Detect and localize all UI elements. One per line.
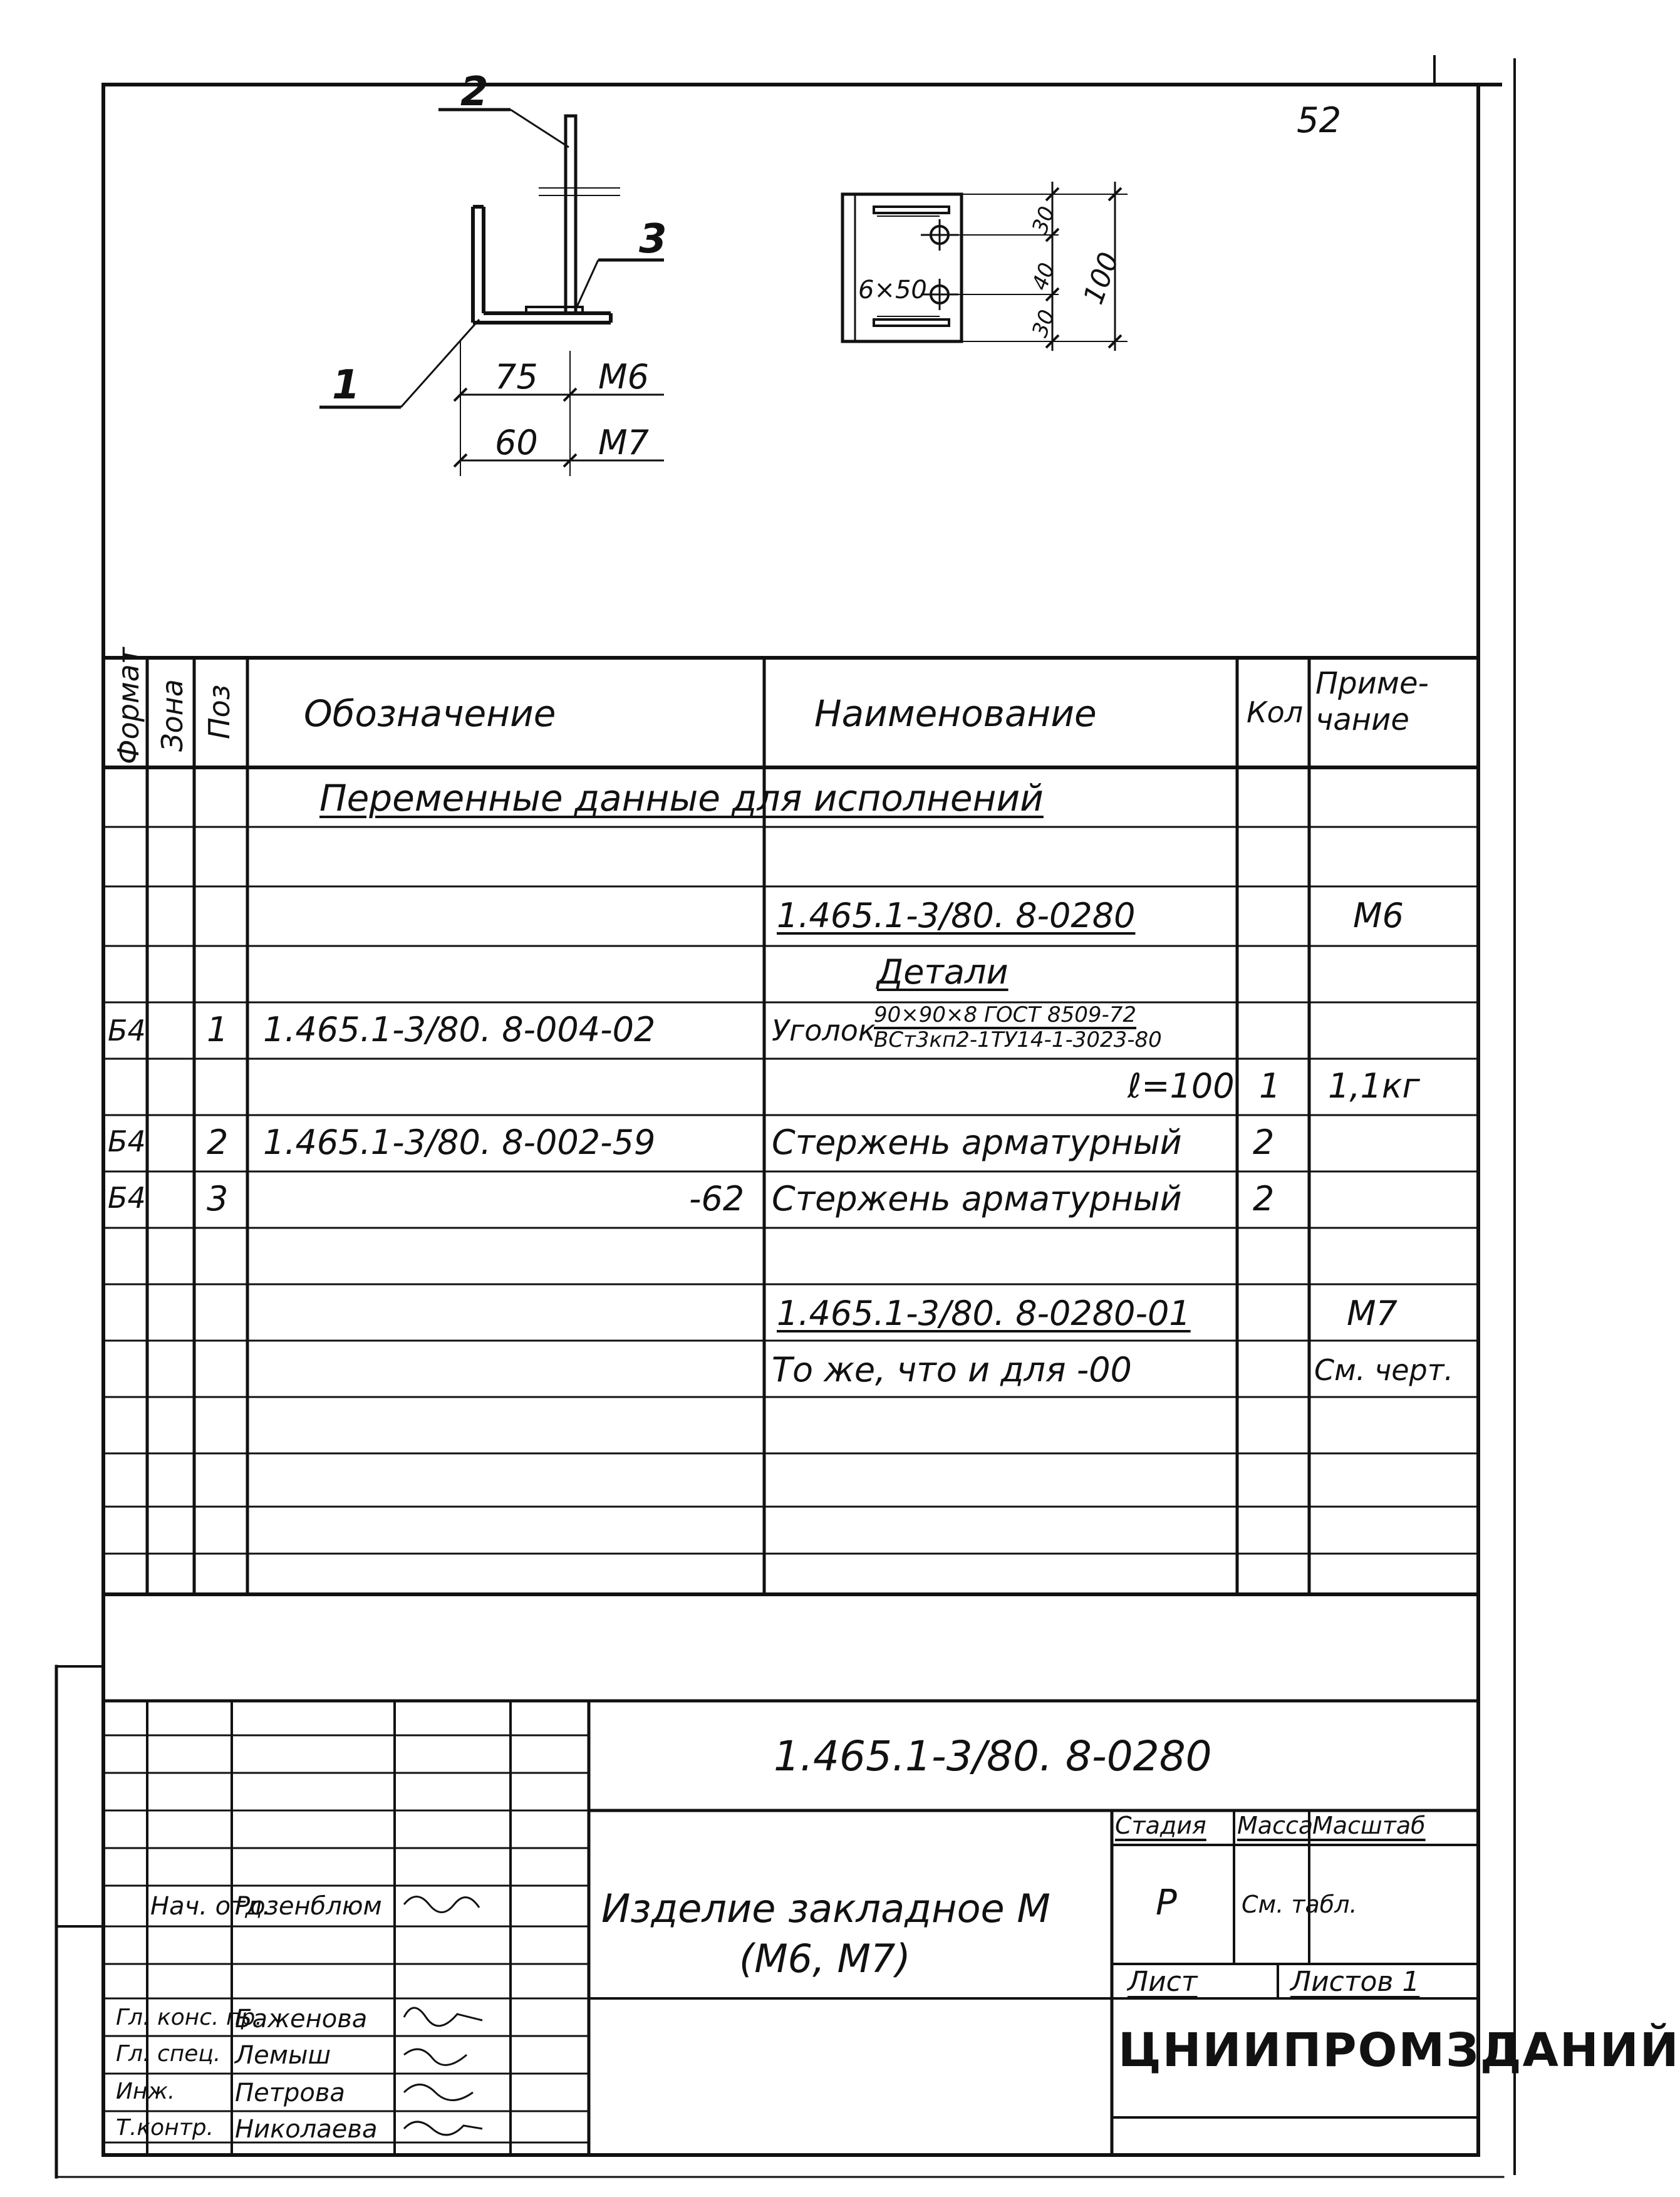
header-format: Формат: [111, 647, 145, 764]
row-5-format: Б4: [108, 1181, 146, 1215]
row-2-pos: 1: [207, 1010, 229, 1049]
header-designation: Обозначение: [304, 692, 556, 735]
row-5-name: Стержень арматурный: [772, 1179, 1182, 1218]
signature-mark-2: [404, 2049, 467, 2065]
signature-role-2: Гл. спец.: [116, 2041, 221, 2067]
row-5-pos: 3: [207, 1179, 229, 1218]
mark-m6: М6: [598, 357, 649, 397]
header-pos: Поз: [202, 684, 236, 739]
dim-30-low: 30: [1027, 306, 1060, 341]
dim-40: 40: [1027, 259, 1060, 294]
signature-mark-4: [404, 2122, 482, 2135]
angle-spec-top: 90×90×8 ГОСТ 8509-72: [874, 1002, 1137, 1027]
signature-role-0: Нач. отд.: [150, 1892, 271, 1921]
angle-spec-bottom: ВСт3кп2-1ТУ14-1-3023-80: [874, 1027, 1162, 1052]
signature-name-1: Баженова: [235, 2005, 368, 2033]
row-4-pos: 2: [207, 1123, 229, 1162]
row-4-format: Б4: [108, 1124, 146, 1158]
dim-75: 75: [495, 357, 538, 397]
callout-3: 3: [639, 216, 667, 262]
sheet-number: 52: [1297, 100, 1342, 141]
row-2-designation: 1.465.1-3/80. 8-004-02: [263, 1010, 656, 1049]
row-4-name: Стержень арматурный: [772, 1123, 1182, 1162]
callout-2: 2: [460, 69, 489, 115]
header-note: Приме- чание: [1315, 666, 1429, 737]
dim-100: 100: [1077, 248, 1126, 309]
dim-60: 60: [495, 423, 538, 462]
row-1-name: Детали: [877, 952, 1009, 992]
scale-label: Масштаб: [1312, 1812, 1426, 1839]
row-5-designation: -62: [689, 1179, 745, 1218]
signature-role-1: Гл. конс. пр.: [116, 2005, 262, 2030]
row-6-note: М7: [1347, 1294, 1397, 1333]
stage-value: Р: [1156, 1883, 1177, 1923]
row-7-note: См. черт.: [1314, 1353, 1454, 1387]
title-line-2: (М6, М7): [739, 1936, 911, 1981]
row-4-designation: 1.465.1-3/80. 8-002-59: [263, 1123, 656, 1162]
signature-name-0: Розенблюм: [235, 1892, 382, 1921]
row-3-name: ℓ=100: [1128, 1066, 1235, 1106]
row-3-qty: 1: [1259, 1066, 1281, 1106]
row-0-note: М6: [1353, 896, 1404, 935]
header-qty: Кол: [1247, 695, 1304, 729]
row-7-name: То же, что и для -00: [772, 1350, 1132, 1389]
signature-role-3: Инж.: [116, 2079, 175, 2104]
title-line-1: Изделие закладное М: [601, 1886, 1050, 1931]
section-title: Переменные данные для исполнений: [319, 777, 1044, 819]
hole-pitch-dim: 6×50: [858, 276, 927, 304]
sheets-label: Листов 1: [1290, 1966, 1420, 1998]
organization-name: ЦНИИПРОМЗДАНИЙ: [1118, 2023, 1680, 2077]
row-2-format: Б4: [108, 1014, 146, 1047]
mark-m7: М7: [598, 423, 649, 462]
header-zone: Зона: [155, 679, 189, 752]
signature-mark-0: [404, 1897, 479, 1913]
row-4-qty: 2: [1253, 1123, 1275, 1162]
signature-role-4: Т.контр.: [116, 2115, 214, 2141]
row-0-name: 1.465.1-3/80. 8-0280: [777, 896, 1136, 935]
row-6-name: 1.465.1-3/80. 8-0280-01: [777, 1294, 1191, 1333]
signature-mark-1: [404, 2008, 482, 2026]
signature-name-2: Лемыш: [235, 2041, 331, 2070]
dim-30: 30: [1027, 203, 1060, 237]
row-5-qty: 2: [1253, 1179, 1275, 1218]
mass-label: Масса: [1237, 1812, 1314, 1839]
drawing-code: 1.465.1-3/80. 8-0280: [774, 1732, 1212, 1780]
signature-name-4: Николаева: [235, 2115, 378, 2144]
sheet-label: Лист: [1128, 1966, 1198, 1998]
stage-label: Стадия: [1115, 1812, 1206, 1839]
signature-mark-3: [404, 2085, 473, 2101]
mass-value: См. табл.: [1242, 1891, 1357, 1918]
row-3-note: 1,1кг: [1328, 1066, 1420, 1106]
row-2-name: Уголок: [772, 1014, 876, 1047]
signature-name-3: Петрова: [235, 2079, 345, 2107]
header-name: Наименование: [814, 692, 1097, 735]
callout-1: 1: [332, 362, 360, 408]
